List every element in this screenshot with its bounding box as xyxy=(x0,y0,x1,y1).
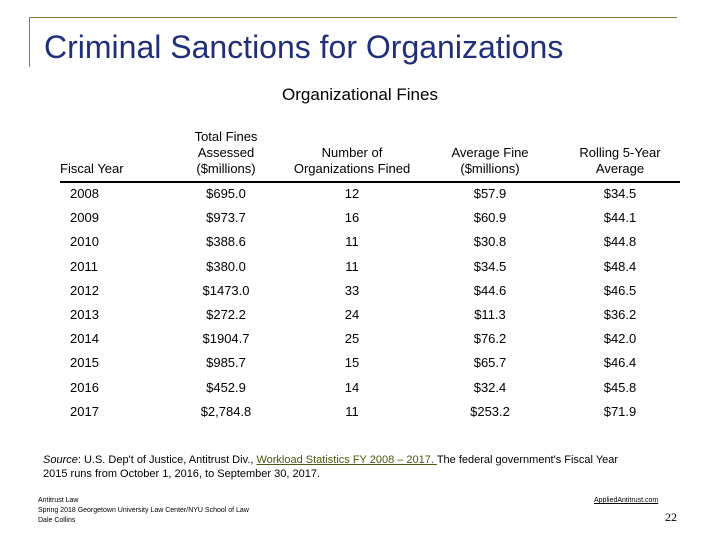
column-header-line: Fiscal Year xyxy=(60,161,124,176)
column-header xyxy=(166,129,286,177)
slide-title: Criminal Sanctions for Organizations xyxy=(44,29,564,65)
table-cell: $30.8 xyxy=(473,234,507,250)
title-left-rule xyxy=(29,17,30,67)
column-header-line: Total Fines xyxy=(194,129,258,144)
table-cell: 16 xyxy=(344,210,360,226)
column-header-line: Average xyxy=(595,161,645,176)
table-cell: 2008 xyxy=(70,186,99,201)
column-header xyxy=(60,161,150,177)
table-cell: 33 xyxy=(344,282,360,298)
column-header xyxy=(284,145,420,177)
table-cell: 2010 xyxy=(70,234,99,250)
table-cell: $44.1 xyxy=(603,210,637,226)
table-cell: $57.9 xyxy=(473,186,507,201)
footer-author: Dale Collins xyxy=(38,517,76,524)
source-text-before: : U.S. Dep't of Justice, Antitrust Div., xyxy=(77,454,257,466)
table-cell: $272.2 xyxy=(206,306,246,322)
table-row xyxy=(60,183,680,207)
table-body xyxy=(60,183,680,425)
table-row xyxy=(60,401,680,425)
footer-credits xyxy=(38,496,249,526)
table-cell: 11 xyxy=(345,258,359,274)
table-cell: $32.4 xyxy=(473,379,507,395)
table-title: Organizational Fines xyxy=(282,85,438,104)
table-cell: 2009 xyxy=(70,210,99,226)
table-cell: 25 xyxy=(344,331,360,347)
table-cell: $65.7 xyxy=(473,355,507,371)
table-cell: 2017 xyxy=(70,403,99,419)
table-cell: $46.4 xyxy=(603,355,637,371)
table-cell: $388.6 xyxy=(206,234,246,250)
title-top-rule xyxy=(29,17,677,18)
column-header-line: ($millions) xyxy=(196,161,256,176)
column-header-line: Average Fine xyxy=(451,145,529,160)
table-cell: 12 xyxy=(344,186,360,201)
table-cell: $60.9 xyxy=(473,210,507,226)
table-row xyxy=(60,304,680,328)
footer-term: Spring 2018 Georgetown University Law Center/NYU School of Law xyxy=(38,507,249,514)
table-cell: 2016 xyxy=(70,379,99,395)
column-header-line: Number of xyxy=(321,145,383,160)
table-row xyxy=(60,256,680,280)
table-row xyxy=(60,328,680,352)
table-row xyxy=(60,207,680,231)
table-cell: $973.7 xyxy=(206,210,246,226)
table-cell: $46.5 xyxy=(603,282,637,298)
table-cell: $2,784.8 xyxy=(200,403,252,419)
table-cell: $76.2 xyxy=(473,331,507,347)
table-cell: 15 xyxy=(344,355,360,371)
table-cell: $380.0 xyxy=(206,258,246,274)
column-header-line: ($millions) xyxy=(460,161,520,176)
table-cell: 11 xyxy=(345,403,359,419)
column-header xyxy=(560,145,680,177)
table-cell: $695.0 xyxy=(206,186,246,201)
table-cell: $1904.7 xyxy=(202,331,250,347)
table-cell: $71.9 xyxy=(603,403,637,419)
table-cell: 24 xyxy=(344,306,360,322)
table-row xyxy=(60,280,680,304)
table-cell: $42.0 xyxy=(603,331,637,347)
table-cell: 2011 xyxy=(70,258,98,274)
table-cell: 2012 xyxy=(70,282,99,298)
footer-website-link[interactable]: AppliedAntitrust.com xyxy=(594,497,659,504)
table-row xyxy=(60,231,680,255)
table-cell: $452.9 xyxy=(206,379,246,395)
column-header-line: Organizations Fined xyxy=(293,161,411,176)
source-text-after: The federal government's Fiscal Year 2015 runs from October 1, 2016, to September 30, 2017. xyxy=(43,454,619,480)
table-cell: $253.2 xyxy=(470,403,510,419)
table-header xyxy=(60,124,680,181)
table-cell: 2014 xyxy=(70,331,99,347)
column-header-line: Assessed xyxy=(197,145,255,160)
table-cell: $44.6 xyxy=(473,282,507,298)
title-frame xyxy=(29,17,677,67)
table-row xyxy=(60,352,680,376)
table-cell: $48.4 xyxy=(603,258,637,274)
table-cell: $45.8 xyxy=(603,379,637,395)
footer-course: Antitrust Law xyxy=(38,497,79,504)
table-cell: $985.7 xyxy=(206,355,246,371)
table-cell: $36.2 xyxy=(603,306,637,322)
table-cell: 2013 xyxy=(70,306,99,322)
table-cell: 2015 xyxy=(70,355,99,371)
table-cell: $1473.0 xyxy=(202,282,250,298)
table-cell: 14 xyxy=(344,379,360,395)
table-cell: $34.5 xyxy=(473,258,507,274)
table-cell: $11.3 xyxy=(474,306,506,322)
table-cell: $44.8 xyxy=(603,234,637,250)
column-header-line: Rolling 5-Year xyxy=(579,145,661,160)
source-label: Source xyxy=(43,454,78,466)
source-link[interactable]: Workload Statistics FY 2008 – 2017. xyxy=(256,454,437,466)
column-header xyxy=(430,145,550,177)
table-row xyxy=(60,377,680,401)
source-note xyxy=(43,453,643,481)
page-number: 22 xyxy=(665,510,677,524)
table-cell: 11 xyxy=(345,234,359,250)
table-cell: $34.5 xyxy=(603,186,637,201)
